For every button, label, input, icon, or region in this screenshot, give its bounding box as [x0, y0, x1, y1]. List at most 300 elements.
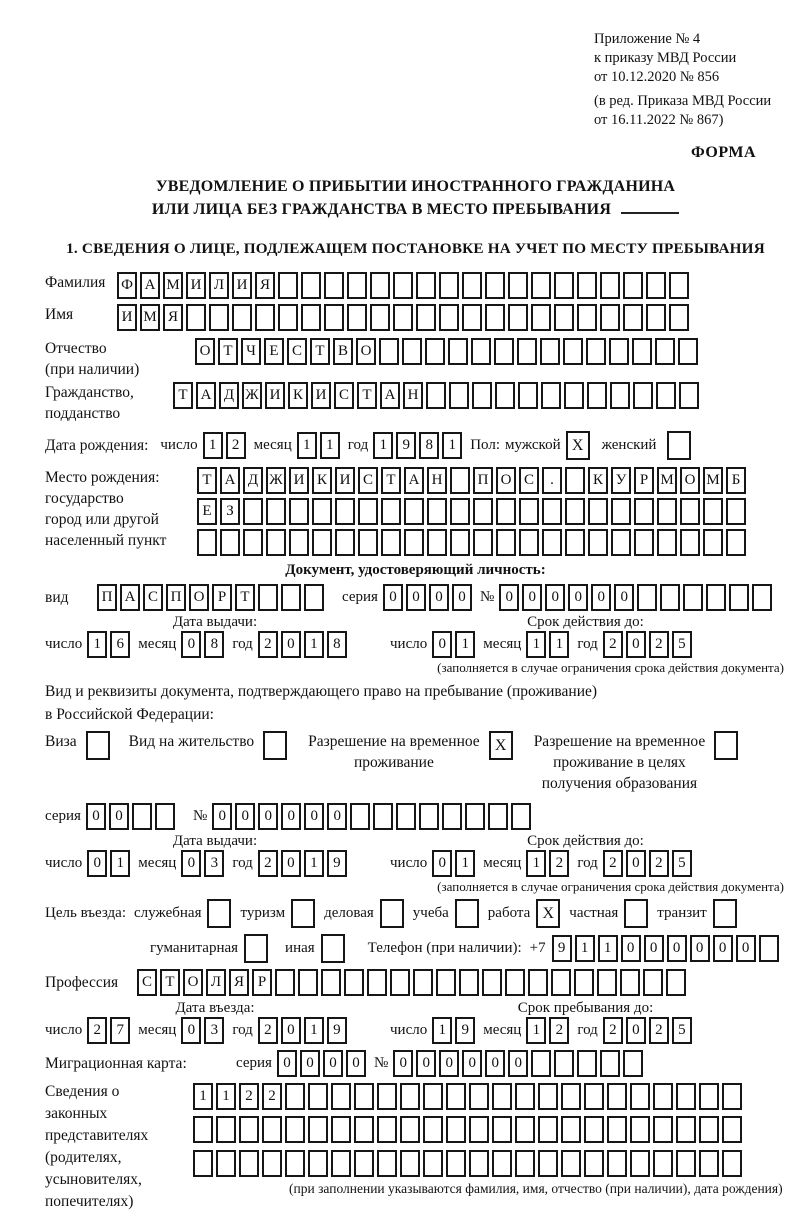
char-cell[interactable]: А — [196, 382, 216, 409]
char-cell[interactable] — [752, 584, 772, 611]
char-cell[interactable] — [577, 272, 597, 299]
char-cell[interactable] — [281, 584, 301, 611]
char-cell[interactable] — [449, 382, 469, 409]
char-cell[interactable]: 1 — [455, 631, 475, 658]
char-cell[interactable]: 1 — [442, 432, 462, 459]
char-cell[interactable] — [666, 969, 686, 996]
char-cell[interactable]: 1 — [304, 850, 324, 877]
char-cell[interactable]: 0 — [346, 1050, 366, 1077]
char-cell[interactable] — [637, 584, 657, 611]
char-cell[interactable] — [607, 1116, 627, 1143]
char-cell[interactable] — [554, 272, 574, 299]
char-cell[interactable] — [632, 338, 652, 365]
char-cell[interactable] — [423, 1116, 443, 1143]
char-cell[interactable]: 1 — [193, 1083, 213, 1110]
char-cell[interactable]: 1 — [203, 432, 223, 459]
char-cell[interactable] — [308, 1116, 328, 1143]
char-cell[interactable] — [469, 1150, 489, 1177]
char-cell[interactable] — [232, 304, 252, 331]
char-cell[interactable]: 0 — [568, 584, 588, 611]
char-cell[interactable] — [197, 529, 217, 556]
humanitarian-checkbox[interactable] — [244, 934, 268, 963]
char-cell[interactable] — [446, 1116, 466, 1143]
char-cell[interactable] — [492, 1116, 512, 1143]
char-cell[interactable]: А — [140, 272, 160, 299]
char-cell[interactable] — [669, 304, 689, 331]
char-cell[interactable] — [377, 1083, 397, 1110]
char-cell[interactable] — [517, 338, 537, 365]
char-cell[interactable] — [469, 1116, 489, 1143]
char-cell[interactable]: 5 — [672, 850, 692, 877]
char-cell[interactable]: С — [519, 467, 539, 494]
char-cell[interactable] — [531, 1050, 551, 1077]
char-cell[interactable]: 7 — [110, 1017, 130, 1044]
char-cell[interactable] — [588, 529, 608, 556]
char-cell[interactable] — [278, 304, 298, 331]
char-cell[interactable]: 2 — [87, 1017, 107, 1044]
char-cell[interactable] — [577, 304, 597, 331]
char-cell[interactable] — [344, 969, 364, 996]
char-cell[interactable] — [370, 304, 390, 331]
char-cell[interactable] — [588, 498, 608, 525]
char-cell[interactable]: Т — [197, 467, 217, 494]
char-cell[interactable] — [574, 969, 594, 996]
char-cell[interactable] — [289, 529, 309, 556]
char-cell[interactable] — [676, 1150, 696, 1177]
char-cell[interactable]: 0 — [416, 1050, 436, 1077]
rvp-education-checkbox[interactable] — [714, 731, 738, 760]
char-cell[interactable] — [275, 969, 295, 996]
char-cell[interactable] — [243, 498, 263, 525]
char-cell[interactable]: 1 — [526, 850, 546, 877]
char-cell[interactable] — [634, 498, 654, 525]
residence-permit-checkbox[interactable] — [263, 731, 287, 760]
char-cell[interactable]: 1 — [304, 1017, 324, 1044]
char-cell[interactable] — [396, 803, 416, 830]
char-cell[interactable]: 0 — [109, 803, 129, 830]
char-cell[interactable] — [321, 969, 341, 996]
char-cell[interactable]: 0 — [327, 803, 347, 830]
char-cell[interactable]: 0 — [277, 1050, 297, 1077]
char-cell[interactable] — [495, 382, 515, 409]
char-cell[interactable]: 0 — [499, 584, 519, 611]
char-cell[interactable]: А — [404, 467, 424, 494]
char-cell[interactable] — [653, 1150, 673, 1177]
char-cell[interactable] — [623, 304, 643, 331]
char-cell[interactable] — [607, 1083, 627, 1110]
char-cell[interactable]: 0 — [212, 803, 232, 830]
char-cell[interactable]: 1 — [598, 935, 618, 962]
char-cell[interactable] — [494, 338, 514, 365]
char-cell[interactable]: О — [189, 584, 209, 611]
char-cell[interactable] — [600, 272, 620, 299]
char-cell[interactable]: 9 — [552, 935, 572, 962]
rvp-checkbox[interactable]: X — [489, 731, 513, 760]
char-cell[interactable]: 0 — [432, 850, 452, 877]
char-cell[interactable]: 0 — [87, 850, 107, 877]
char-cell[interactable] — [416, 304, 436, 331]
char-cell[interactable]: 0 — [439, 1050, 459, 1077]
char-cell[interactable] — [679, 382, 699, 409]
char-cell[interactable] — [186, 304, 206, 331]
char-cell[interactable] — [584, 1150, 604, 1177]
char-cell[interactable] — [554, 1050, 574, 1077]
char-cell[interactable]: 0 — [258, 803, 278, 830]
char-cell[interactable]: 3 — [204, 1017, 224, 1044]
char-cell[interactable] — [669, 272, 689, 299]
char-cell[interactable] — [485, 272, 505, 299]
char-cell[interactable]: Н — [427, 467, 447, 494]
char-cell[interactable]: И — [311, 382, 331, 409]
char-cell[interactable]: 1 — [373, 432, 393, 459]
char-cell[interactable]: 0 — [281, 1017, 301, 1044]
char-cell[interactable]: 0 — [626, 1017, 646, 1044]
char-cell[interactable]: П — [166, 584, 186, 611]
char-cell[interactable] — [531, 272, 551, 299]
char-cell[interactable]: К — [288, 382, 308, 409]
char-cell[interactable] — [132, 803, 152, 830]
female-checkbox[interactable] — [667, 431, 691, 460]
char-cell[interactable] — [301, 272, 321, 299]
char-cell[interactable] — [427, 529, 447, 556]
char-cell[interactable] — [155, 803, 175, 830]
char-cell[interactable]: 0 — [235, 803, 255, 830]
char-cell[interactable] — [436, 969, 456, 996]
char-cell[interactable] — [564, 382, 584, 409]
char-cell[interactable] — [324, 272, 344, 299]
char-cell[interactable]: И — [335, 467, 355, 494]
char-cell[interactable]: Т — [310, 338, 330, 365]
char-cell[interactable]: 0 — [626, 850, 646, 877]
char-cell[interactable]: 0 — [383, 584, 403, 611]
char-cell[interactable] — [653, 1083, 673, 1110]
char-cell[interactable]: У — [611, 467, 631, 494]
char-cell[interactable]: 2 — [603, 850, 623, 877]
char-cell[interactable]: Л — [206, 969, 226, 996]
char-cell[interactable]: 0 — [281, 803, 301, 830]
char-cell[interactable] — [446, 1083, 466, 1110]
char-cell[interactable] — [508, 304, 528, 331]
char-cell[interactable]: 0 — [432, 631, 452, 658]
char-cell[interactable] — [442, 803, 462, 830]
char-cell[interactable]: О — [680, 467, 700, 494]
tourism-checkbox[interactable] — [291, 899, 315, 928]
char-cell[interactable] — [473, 529, 493, 556]
study-checkbox[interactable] — [455, 899, 479, 928]
char-cell[interactable] — [335, 498, 355, 525]
char-cell[interactable]: 2 — [258, 850, 278, 877]
char-cell[interactable]: 0 — [406, 584, 426, 611]
char-cell[interactable] — [706, 584, 726, 611]
char-cell[interactable]: 1 — [320, 432, 340, 459]
char-cell[interactable] — [354, 1116, 374, 1143]
char-cell[interactable]: 0 — [644, 935, 664, 962]
char-cell[interactable] — [450, 498, 470, 525]
char-cell[interactable] — [423, 1150, 443, 1177]
char-cell[interactable]: О — [195, 338, 215, 365]
char-cell[interactable] — [492, 1150, 512, 1177]
char-cell[interactable]: И — [186, 272, 206, 299]
char-cell[interactable]: 2 — [239, 1083, 259, 1110]
char-cell[interactable] — [324, 304, 344, 331]
char-cell[interactable]: 1 — [549, 631, 569, 658]
char-cell[interactable]: 2 — [549, 850, 569, 877]
char-cell[interactable] — [542, 529, 562, 556]
char-cell[interactable]: Б — [726, 467, 746, 494]
char-cell[interactable] — [565, 498, 585, 525]
char-cell[interactable] — [630, 1083, 650, 1110]
char-cell[interactable] — [402, 338, 422, 365]
char-cell[interactable]: Ж — [242, 382, 262, 409]
char-cell[interactable]: М — [703, 467, 723, 494]
char-cell[interactable] — [331, 1150, 351, 1177]
char-cell[interactable] — [680, 529, 700, 556]
char-cell[interactable] — [312, 529, 332, 556]
char-cell[interactable]: 0 — [591, 584, 611, 611]
char-cell[interactable] — [308, 1083, 328, 1110]
char-cell[interactable] — [469, 1083, 489, 1110]
char-cell[interactable] — [400, 1150, 420, 1177]
char-cell[interactable]: 0 — [736, 935, 756, 962]
char-cell[interactable] — [646, 304, 666, 331]
char-cell[interactable]: Д — [243, 467, 263, 494]
char-cell[interactable] — [505, 969, 525, 996]
char-cell[interactable] — [657, 529, 677, 556]
char-cell[interactable]: Ч — [241, 338, 261, 365]
char-cell[interactable]: В — [333, 338, 353, 365]
char-cell[interactable]: И — [232, 272, 252, 299]
char-cell[interactable]: И — [289, 467, 309, 494]
char-cell[interactable] — [331, 1083, 351, 1110]
char-cell[interactable] — [377, 1116, 397, 1143]
char-cell[interactable] — [587, 382, 607, 409]
char-cell[interactable] — [657, 498, 677, 525]
char-cell[interactable]: Е — [264, 338, 284, 365]
char-cell[interactable]: К — [588, 467, 608, 494]
char-cell[interactable] — [262, 1150, 282, 1177]
char-cell[interactable]: М — [657, 467, 677, 494]
char-cell[interactable] — [390, 969, 410, 996]
char-cell[interactable]: О — [356, 338, 376, 365]
char-cell[interactable] — [439, 304, 459, 331]
char-cell[interactable] — [423, 1083, 443, 1110]
char-cell[interactable]: 8 — [419, 432, 439, 459]
char-cell[interactable]: 1 — [216, 1083, 236, 1110]
char-cell[interactable] — [488, 803, 508, 830]
char-cell[interactable]: 0 — [281, 631, 301, 658]
char-cell[interactable] — [347, 272, 367, 299]
char-cell[interactable] — [413, 969, 433, 996]
char-cell[interactable] — [285, 1116, 305, 1143]
char-cell[interactable]: Д — [219, 382, 239, 409]
char-cell[interactable] — [722, 1150, 742, 1177]
char-cell[interactable] — [193, 1116, 213, 1143]
char-cell[interactable] — [518, 382, 538, 409]
official-checkbox[interactable] — [207, 899, 231, 928]
business-checkbox[interactable] — [380, 899, 404, 928]
char-cell[interactable] — [542, 498, 562, 525]
char-cell[interactable]: О — [183, 969, 203, 996]
char-cell[interactable] — [492, 1083, 512, 1110]
char-cell[interactable] — [561, 1150, 581, 1177]
char-cell[interactable] — [726, 529, 746, 556]
title-blank-line[interactable] — [621, 198, 679, 214]
char-cell[interactable] — [565, 529, 585, 556]
char-cell[interactable] — [393, 272, 413, 299]
char-cell[interactable] — [427, 498, 447, 525]
char-cell[interactable]: 9 — [396, 432, 416, 459]
char-cell[interactable] — [531, 304, 551, 331]
char-cell[interactable]: 9 — [327, 850, 347, 877]
char-cell[interactable] — [425, 338, 445, 365]
char-cell[interactable] — [683, 584, 703, 611]
char-cell[interactable] — [298, 969, 318, 996]
char-cell[interactable]: Я — [255, 272, 275, 299]
char-cell[interactable]: Т — [235, 584, 255, 611]
char-cell[interactable] — [540, 338, 560, 365]
char-cell[interactable] — [404, 498, 424, 525]
char-cell[interactable] — [285, 1083, 305, 1110]
char-cell[interactable] — [220, 529, 240, 556]
char-cell[interactable]: 2 — [649, 1017, 669, 1044]
char-cell[interactable]: А — [120, 584, 140, 611]
char-cell[interactable] — [289, 498, 309, 525]
char-cell[interactable] — [304, 584, 324, 611]
char-cell[interactable] — [400, 1116, 420, 1143]
char-cell[interactable]: 0 — [621, 935, 641, 962]
char-cell[interactable] — [703, 498, 723, 525]
char-cell[interactable] — [633, 382, 653, 409]
char-cell[interactable] — [354, 1083, 374, 1110]
char-cell[interactable]: 0 — [452, 584, 472, 611]
char-cell[interactable]: Р — [634, 467, 654, 494]
char-cell[interactable] — [538, 1116, 558, 1143]
char-cell[interactable]: 5 — [672, 631, 692, 658]
char-cell[interactable] — [554, 304, 574, 331]
char-cell[interactable] — [416, 272, 436, 299]
char-cell[interactable] — [630, 1116, 650, 1143]
char-cell[interactable] — [611, 498, 631, 525]
char-cell[interactable] — [193, 1150, 213, 1177]
char-cell[interactable] — [377, 1150, 397, 1177]
char-cell[interactable] — [485, 304, 505, 331]
char-cell[interactable]: М — [140, 304, 160, 331]
char-cell[interactable] — [653, 1116, 673, 1143]
char-cell[interactable]: 0 — [181, 850, 201, 877]
char-cell[interactable] — [335, 529, 355, 556]
char-cell[interactable] — [393, 304, 413, 331]
char-cell[interactable] — [584, 1083, 604, 1110]
char-cell[interactable] — [266, 529, 286, 556]
char-cell[interactable]: Ф — [117, 272, 137, 299]
char-cell[interactable] — [610, 382, 630, 409]
char-cell[interactable]: А — [380, 382, 400, 409]
char-cell[interactable] — [699, 1083, 719, 1110]
char-cell[interactable] — [646, 272, 666, 299]
char-cell[interactable]: 0 — [545, 584, 565, 611]
char-cell[interactable]: 2 — [603, 1017, 623, 1044]
char-cell[interactable]: 6 — [110, 631, 130, 658]
char-cell[interactable] — [538, 1083, 558, 1110]
char-cell[interactable]: С — [358, 467, 378, 494]
char-cell[interactable] — [680, 498, 700, 525]
char-cell[interactable]: 2 — [262, 1083, 282, 1110]
char-cell[interactable] — [600, 1050, 620, 1077]
char-cell[interactable] — [597, 969, 617, 996]
char-cell[interactable]: 0 — [626, 631, 646, 658]
char-cell[interactable]: 2 — [226, 432, 246, 459]
char-cell[interactable]: К — [312, 467, 332, 494]
char-cell[interactable] — [561, 1083, 581, 1110]
char-cell[interactable] — [419, 803, 439, 830]
char-cell[interactable] — [358, 529, 378, 556]
char-cell[interactable] — [312, 498, 332, 525]
char-cell[interactable] — [278, 272, 298, 299]
char-cell[interactable]: И — [117, 304, 137, 331]
other-checkbox[interactable] — [321, 934, 345, 963]
char-cell[interactable] — [381, 529, 401, 556]
char-cell[interactable] — [623, 1050, 643, 1077]
char-cell[interactable]: 3 — [204, 850, 224, 877]
char-cell[interactable] — [216, 1150, 236, 1177]
char-cell[interactable] — [308, 1150, 328, 1177]
private-checkbox[interactable] — [624, 899, 648, 928]
char-cell[interactable]: Т — [381, 467, 401, 494]
char-cell[interactable] — [515, 1150, 535, 1177]
char-cell[interactable]: 0 — [281, 850, 301, 877]
char-cell[interactable]: 1 — [455, 850, 475, 877]
char-cell[interactable]: С — [287, 338, 307, 365]
char-cell[interactable] — [623, 272, 643, 299]
char-cell[interactable] — [726, 498, 746, 525]
char-cell[interactable] — [634, 529, 654, 556]
char-cell[interactable] — [577, 1050, 597, 1077]
char-cell[interactable]: 0 — [429, 584, 449, 611]
char-cell[interactable] — [561, 1116, 581, 1143]
char-cell[interactable]: 9 — [327, 1017, 347, 1044]
char-cell[interactable]: Р — [212, 584, 232, 611]
char-cell[interactable] — [496, 529, 516, 556]
char-cell[interactable]: 1 — [575, 935, 595, 962]
char-cell[interactable] — [630, 1150, 650, 1177]
char-cell[interactable]: 1 — [432, 1017, 452, 1044]
char-cell[interactable]: 0 — [323, 1050, 343, 1077]
char-cell[interactable]: Т — [160, 969, 180, 996]
char-cell[interactable] — [462, 272, 482, 299]
char-cell[interactable]: Ж — [266, 467, 286, 494]
char-cell[interactable] — [331, 1116, 351, 1143]
char-cell[interactable] — [482, 969, 502, 996]
char-cell[interactable]: Е — [197, 498, 217, 525]
char-cell[interactable] — [541, 382, 561, 409]
char-cell[interactable] — [473, 498, 493, 525]
char-cell[interactable] — [354, 1150, 374, 1177]
char-cell[interactable] — [266, 498, 286, 525]
char-cell[interactable]: 0 — [300, 1050, 320, 1077]
char-cell[interactable]: 0 — [522, 584, 542, 611]
char-cell[interactable] — [255, 304, 275, 331]
char-cell[interactable]: 0 — [667, 935, 687, 962]
char-cell[interactable]: 2 — [649, 631, 669, 658]
char-cell[interactable] — [759, 935, 779, 962]
char-cell[interactable]: Я — [163, 304, 183, 331]
char-cell[interactable] — [515, 1083, 535, 1110]
char-cell[interactable]: 1 — [526, 631, 546, 658]
char-cell[interactable] — [258, 584, 278, 611]
char-cell[interactable] — [699, 1116, 719, 1143]
visa-checkbox[interactable] — [86, 731, 110, 760]
char-cell[interactable]: С — [143, 584, 163, 611]
